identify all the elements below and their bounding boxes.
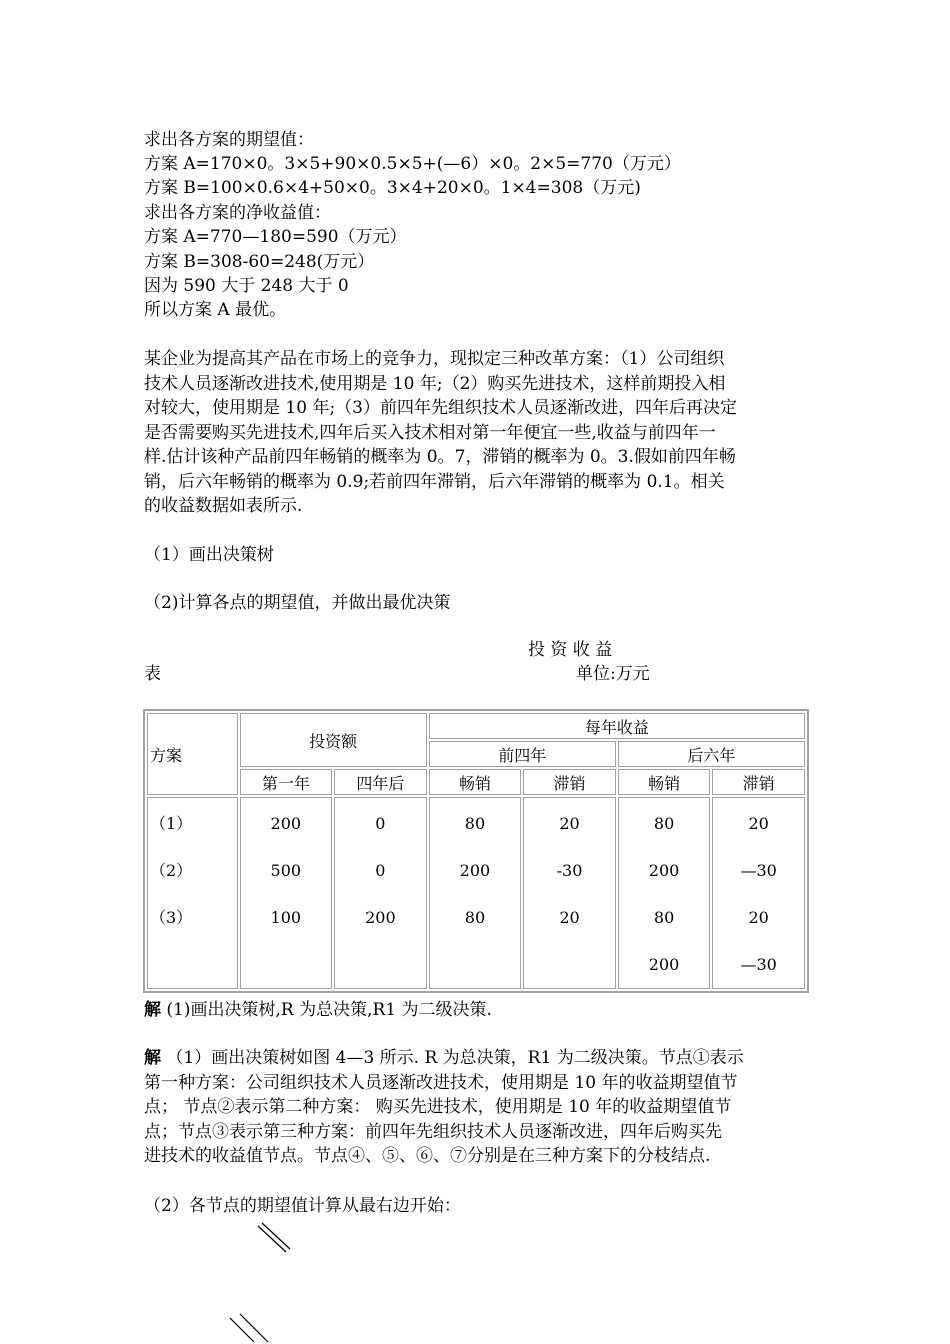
last6-good-column xyxy=(618,797,711,989)
table-cell: 80 xyxy=(464,908,486,927)
first4-good-column xyxy=(429,797,522,989)
problem-statement xyxy=(144,347,814,519)
step-2: （2）各节点的期望值计算从最右边开始： xyxy=(144,1196,461,1216)
table-cell: 80 xyxy=(464,814,486,833)
first-year-column xyxy=(240,797,333,989)
solution-text: (1)画出决策树,R 为总决策,R1 为二级决策. xyxy=(161,1000,492,1020)
subheader-after-four-years: 四年后 xyxy=(334,769,427,795)
plan-label: （1） xyxy=(150,814,193,833)
subheader-bad-sales-2: 滞销 xyxy=(712,769,805,795)
subheader-good-sales-1: 畅销 xyxy=(429,769,522,795)
table-cell: 20 xyxy=(748,908,769,927)
intro-line-3: 方案 B=100×0.6×4+50×0。3×4+20×0。1×4=308（万元) xyxy=(144,178,641,198)
table-cell: 0 xyxy=(375,814,386,833)
subheader-first-year: 第一年 xyxy=(240,769,333,795)
last6-bad-column xyxy=(712,797,805,989)
table-title-prefix: 表 xyxy=(144,664,161,684)
solution-1 xyxy=(144,998,492,1022)
intro-line-4: 求出各方案的净收益值： xyxy=(144,203,331,223)
solution-label: 解 xyxy=(144,1000,161,1020)
table-cell: 20 xyxy=(559,814,580,833)
table-cell: 0 xyxy=(375,861,386,880)
solution-line: 第一种方案：公司组织技术人员逐渐改进技术，使用期是 10 年的收益期望值节 xyxy=(144,1072,738,1093)
intro-line-8: 所以方案 A 最优。 xyxy=(144,300,287,320)
solution-line: 进技术的收益值节点。节点④、⑤、⑥、⑦分别是在三种方案下的分枝结点. xyxy=(144,1146,711,1166)
header-annual-income: 每年收益 xyxy=(429,713,805,739)
table-cell: 80 xyxy=(653,814,675,833)
intro-line-2: 方案 A=170×0。3×5+90×0.5×5+(—6）×0。2×5=770（万元） xyxy=(144,154,681,174)
subheader-bad-sales-1: 滞销 xyxy=(523,769,616,795)
solution-line: 点； 节点②表示第二种方案： 购买先进技术，使用期是 10 年的收益期望值节 xyxy=(144,1097,732,1117)
after-four-years-column xyxy=(334,797,427,989)
solution-2 xyxy=(144,1046,814,1169)
question-2: （2)计算各点的期望值，并做出最优决策 xyxy=(144,593,451,613)
revenue-table xyxy=(143,709,809,993)
header-investment: 投资额 xyxy=(240,713,427,767)
table-cell: 20 xyxy=(748,814,769,833)
table-cell: 200 xyxy=(459,861,491,880)
problem-line: 对较大，使用期是 10 年;（3）前四年先组织技术人员逐渐改进，四年后再决定 xyxy=(144,398,737,418)
table-cell: 200 xyxy=(648,861,680,880)
problem-line: 的收益数据如表所示. xyxy=(144,496,303,516)
problem-line: 某企业为提高其产品在市场上的竞争力，现拟定三种改革方案：（1）公司组织 xyxy=(144,349,725,369)
table-cell: —30 xyxy=(740,861,777,880)
branch-cut-mark-upper xyxy=(250,1222,300,1262)
header-first-four-years: 前四年 xyxy=(429,741,616,767)
plan-column xyxy=(147,797,238,989)
table-cell: -30 xyxy=(556,861,583,880)
table-unit: 单位:万元 xyxy=(576,664,650,684)
problem-line: 样.估计该种产品前四年畅销的概率为 0。7，滞销的概率为 0。3.假如前四年畅 xyxy=(144,447,736,467)
table-cell: 100 xyxy=(270,908,302,927)
table-cell: —30 xyxy=(740,955,777,974)
plan-label: （2） xyxy=(150,861,193,880)
problem-line: 是否需要购买先进技术,四年后买入技术相对第一年便宜一些,收益与前四年一 xyxy=(144,422,716,443)
solution-line xyxy=(144,1046,814,1071)
intro-line-6: 方案 B=308-60=248(万元） xyxy=(144,252,375,272)
problem-line: 技术人员逐渐改进技术,使用期是 10 年;（2）购买先进技术，这样前期投入相 xyxy=(144,373,726,394)
table-cell: 80 xyxy=(653,908,675,927)
problem-line: 销，后六年畅销的概率为 0.9;若前四年滞销，后六年滞销的概率为 0.1。相关 xyxy=(144,471,725,492)
table-cell: 500 xyxy=(270,861,302,880)
intro-line-1: 求出各方案的期望值： xyxy=(144,130,314,150)
first4-bad-column xyxy=(523,797,616,989)
header-plan: 方案 xyxy=(147,713,238,795)
question-1: （1）画出决策树 xyxy=(144,545,274,565)
plan-label: （3） xyxy=(150,908,193,927)
table-title: 投 资 收 益 xyxy=(528,640,613,660)
solution-text: （1）画出决策树如图 4—3 所示. R 为总决策，R1 为二级决策。节点①表示 xyxy=(161,1048,744,1068)
solution-line: 点；节点③表示第三种方案：前四年先组织技术人员逐渐改进，四年后购买先 xyxy=(144,1121,722,1142)
table-cell: 20 xyxy=(559,908,580,927)
table-cell: 200 xyxy=(648,955,680,974)
table-cell: 200 xyxy=(270,814,302,833)
subheader-good-sales-2: 畅销 xyxy=(618,769,711,795)
intro-line-7: 因为 590 大于 248 大于 0 xyxy=(144,276,349,296)
table-cell: 200 xyxy=(365,908,396,927)
branch-cut-mark-lower xyxy=(224,1312,284,1344)
intro-line-5: 方案 A=770—180=590（万元） xyxy=(144,227,407,247)
header-last-six-years: 后六年 xyxy=(618,741,805,767)
solution-label: 解 xyxy=(144,1048,161,1068)
